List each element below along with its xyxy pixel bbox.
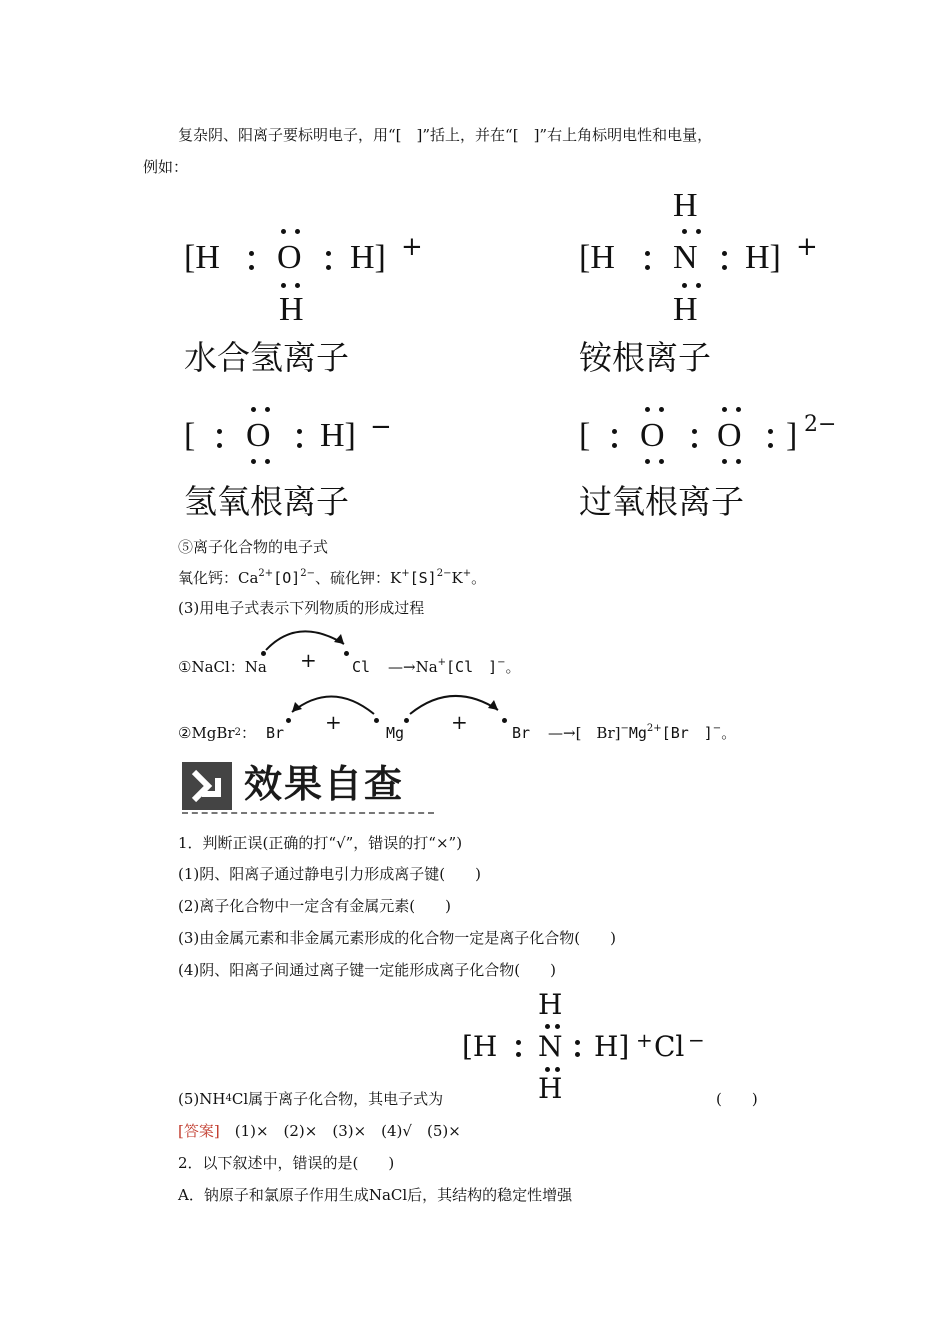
peroxide-open: [ xyxy=(579,417,591,454)
banner-divider xyxy=(182,812,434,814)
ammonium-name: 铵根离子 xyxy=(579,338,711,377)
hydroxide-charge: − xyxy=(370,412,392,442)
nh4cl-n: N xyxy=(538,1030,563,1063)
hydronium-name: 水合氢离子 xyxy=(184,338,349,377)
banner-title: 效果自查 xyxy=(244,762,405,806)
peroxide-close: ] xyxy=(786,417,798,454)
q1-item-1: (1)阴、阳离子通过静电引力形成离子键( ) xyxy=(178,865,481,883)
answer-text: (1)× (2)× (3)× (4)√ (5)× xyxy=(219,1122,461,1140)
nacl-result: —→Na+[Cl ]−。 xyxy=(388,657,521,676)
hydronium-open: [H xyxy=(184,239,220,276)
formation-heading: (3)用电子式表示下列物质的形成过程 xyxy=(178,599,425,617)
nacl-cl: Cl xyxy=(352,658,371,676)
mgbr2-transfer-arrow-right xyxy=(402,686,512,726)
nh4cl-cl: Cl xyxy=(654,1030,685,1063)
q1-item-5-paren: ( ) xyxy=(716,1090,758,1108)
intro-line-1: 复杂阴、阳离子要标明电子，用“[ ]”括上，并在“[ ]”右上角标明电性和电量， xyxy=(178,126,713,144)
double-chevron-right-icon xyxy=(182,762,232,810)
nh4cl-open: [H xyxy=(462,1030,498,1063)
ionic-compound-heading: ⑤离子化合物的电子式 xyxy=(178,538,329,556)
nh4cl-cl-charge: − xyxy=(688,1028,705,1052)
answer-label: [答案] xyxy=(178,1122,220,1140)
hydronium-o: O xyxy=(277,239,302,276)
mgbr2-mg: Mg xyxy=(386,724,405,742)
ammonium-bottom-h: H xyxy=(673,291,698,328)
peroxide-o1: O xyxy=(640,417,665,454)
ammonium-charge: + xyxy=(796,232,818,262)
q2-option-a: A．钠原子和氯原子作用生成NaCl后，其结构的稳定性增强 xyxy=(178,1186,573,1204)
answer-line xyxy=(178,1121,461,1141)
intro-line-2: 例如： xyxy=(143,158,189,176)
hydronium-h: H] xyxy=(350,239,386,276)
nacl-plus: + xyxy=(300,648,317,672)
section-banner xyxy=(182,758,434,812)
q1-item-4: (4)阴、阳离子间通过离子键一定能形成离子化合物( ) xyxy=(178,961,556,979)
q1-item-5: (5)NH4Cl属于离子化合物，其电子式为 xyxy=(178,1090,444,1108)
hydronium-charge: + xyxy=(401,232,423,262)
nh4cl-charge: + xyxy=(636,1028,653,1052)
peroxide-o2: O xyxy=(717,417,742,454)
nacl-label: ①NaCl：Na xyxy=(178,658,267,676)
nh4cl-h: H] xyxy=(594,1030,630,1063)
q1-heading: 1．判断正误(正确的打“√”，错误的打“×”) xyxy=(178,834,463,852)
mgbr2-transfer-arrow-left xyxy=(282,686,392,726)
hydroxide-open: [ xyxy=(184,417,196,454)
nacl-transfer-arrow xyxy=(258,622,378,662)
mgbr2-plus1: + xyxy=(325,710,342,734)
hydroxide-name: 氢氧根离子 xyxy=(184,482,349,521)
ammonium-n: N xyxy=(673,239,698,276)
ammonium-h: H] xyxy=(745,239,781,276)
hydroxide-o: O xyxy=(246,417,271,454)
mgbr2-br2: Br xyxy=(512,724,531,742)
mgbr2-plus2: + xyxy=(451,710,468,734)
hydroxide-h: H] xyxy=(320,417,356,454)
mgbr2-result: —→[ $Br]^-Mg^{2+}[Br$ ]−。 xyxy=(548,723,737,742)
mgbr2-br1: Br xyxy=(266,724,285,742)
hydronium-bottom-h: H xyxy=(279,291,304,328)
ammonium-open: [H xyxy=(579,239,615,276)
peroxide-charge: 2− xyxy=(804,412,837,437)
peroxide-name: 过氧根离子 xyxy=(579,482,744,521)
q2-heading: 2．以下叙述中，错误的是( ) xyxy=(178,1154,395,1172)
q1-item-2: (2)离子化合物中一定含有金属元素( ) xyxy=(178,897,451,915)
nh4cl-bottom-h: H xyxy=(538,1072,563,1105)
ammonium-top-h: H xyxy=(673,187,698,224)
nh4cl-top-h: H xyxy=(538,988,563,1021)
q1-item-3: (3)由金属元素和非金属元素形成的化合物一定是离子化合物( ) xyxy=(178,929,616,947)
mgbr2-label: ②MgBr2： xyxy=(178,724,256,742)
ionic-compound-examples: 氧化钙：$Ca^{2+}[O]^{2-}$、硫化钾：$K^+[S]^{2-}K^+$。 xyxy=(178,568,487,587)
